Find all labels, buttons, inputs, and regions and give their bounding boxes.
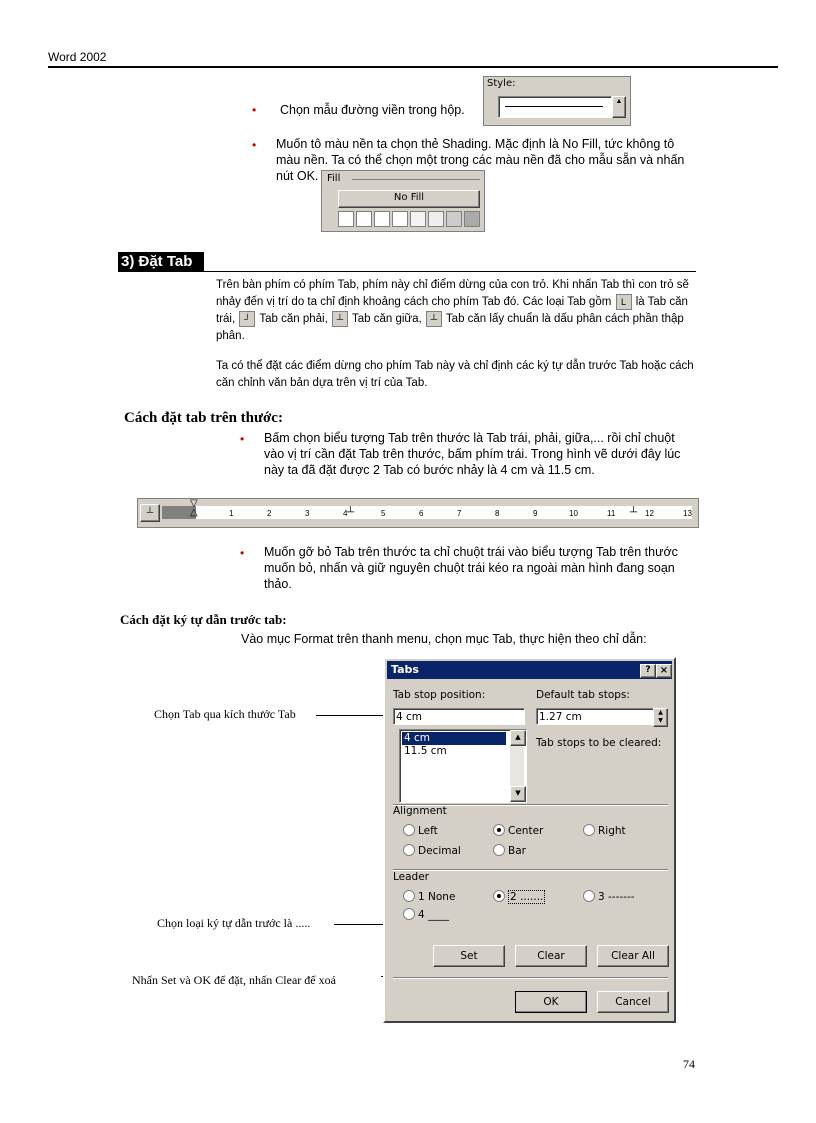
- remove-tab-text: Muốn gỡ bỏ Tab trên thước ta chỉ chuột trái vào biểu tượng Tab trên thước muốn bỏ, nhấn và giữ nguyên chuột trái kéo ra ngoài màn hình đang soạn thảo.: [264, 545, 678, 591]
- fill-swatches: [338, 211, 482, 227]
- p1-text-a: Trên bàn phím có phím Tab, phím này chỉ điểm dừng của con trỏ. Khi nhấn Tab thì con trỏ sẽ nhảy đến vị trí do ta chỉ định khoảng cách cho phím Tab đó. Các loại Tab gồm: [216, 279, 689, 309]
- align-left-radio[interactable]: [403, 825, 438, 837]
- divider: [393, 869, 668, 871]
- ruler-number: 12: [645, 509, 654, 518]
- swatch[interactable]: [356, 211, 372, 227]
- ruler-number: 10: [569, 509, 578, 518]
- scroll-down-button[interactable]: ▼: [510, 786, 526, 802]
- list-scrollbar[interactable]: [510, 730, 524, 800]
- leader-dashes-radio[interactable]: [583, 891, 635, 903]
- fill-divider: [352, 179, 480, 180]
- clear-button[interactable]: Clear: [515, 945, 587, 967]
- clear-all-button[interactable]: Clear All: [597, 945, 669, 967]
- leader-underline-label: 4 ____: [418, 909, 450, 921]
- swatch[interactable]: [464, 211, 480, 227]
- leader-label: Leader: [393, 871, 430, 883]
- leader-dots-label: 2 .......: [510, 891, 544, 903]
- header-title: Word 2002: [48, 50, 107, 64]
- center-tab-icon: ┴: [332, 311, 348, 327]
- indent-marker[interactable]: ▽ △: [190, 498, 198, 518]
- dialog-titlebar: [387, 661, 672, 679]
- tab-marker-4cm[interactable]: ┴: [347, 507, 355, 518]
- section3-paragraph2: Ta có thể đặt các điểm dừng cho phím Tab này và chỉ định các ký tự dẫn trước Tab hoặc cách căn chỉnh văn bản dựa trên vị trí của Tab.: [216, 360, 694, 389]
- default-tab-input[interactable]: 1.27 cm: [536, 708, 654, 725]
- align-right-label: Right: [598, 825, 626, 837]
- tab-stop-input[interactable]: 4 cm: [393, 708, 525, 725]
- leader-none-radio[interactable]: [403, 891, 455, 903]
- fill-box: [321, 170, 485, 232]
- ruler-number: 5: [381, 509, 386, 518]
- cleared-label: Tab stops to be cleared:: [536, 737, 662, 749]
- ruler-number: 1: [229, 509, 234, 518]
- tab-list-item-selected[interactable]: 4 cm: [402, 732, 506, 745]
- ruler-number: 2: [267, 509, 272, 518]
- ruler-track[interactable]: [196, 506, 692, 519]
- section-rule: [204, 271, 696, 272]
- style-label: Style:: [487, 78, 516, 89]
- fill-label: Fill: [327, 173, 341, 184]
- ruler-number: 13: [683, 509, 692, 518]
- ruler-number: 9: [533, 509, 538, 518]
- annotation-set: Nhấn Set và OK để đặt, nhấn Clear để xoá: [132, 973, 336, 987]
- ruler-number: 4: [343, 509, 348, 518]
- p1-text-b: là Tab căn trái,: [216, 296, 688, 326]
- swatch[interactable]: [338, 211, 354, 227]
- radio-icon: [403, 824, 415, 836]
- align-right-radio[interactable]: [583, 825, 626, 837]
- leader-dots-radio[interactable]: [493, 891, 545, 903]
- cancel-button[interactable]: Cancel: [597, 991, 669, 1013]
- bullet-icon: •: [240, 432, 245, 446]
- style-box: [483, 76, 631, 126]
- leader-underline-radio[interactable]: [403, 909, 449, 921]
- p1-text-e: Tab căn lấy chuẩn là dấu phân cách phần thập phân.: [216, 313, 684, 343]
- leader-dashes-label: 3 -------: [598, 891, 635, 903]
- no-fill-button[interactable]: No Fill: [338, 190, 480, 208]
- tab-stop-label: Tab stop position:: [393, 689, 486, 701]
- leader-none-label: 1 None: [418, 891, 456, 903]
- annotation-leader: Chọn loại ký tự dẫn trước là .....: [157, 916, 311, 930]
- radio-icon: [583, 890, 595, 902]
- section-title: 3) Đặt Tab: [118, 252, 204, 272]
- ruler: [137, 498, 699, 528]
- radio-icon: [403, 908, 415, 920]
- ruler-number: 6: [419, 509, 424, 518]
- default-tab-label: Default tab stops:: [536, 689, 630, 701]
- bullet-icon: •: [240, 546, 245, 560]
- leader-heading: Cách đặt ký tự dẫn trước tab:: [120, 612, 287, 627]
- bullet-icon: •: [252, 138, 257, 152]
- tab-list-item[interactable]: 11.5 cm: [404, 745, 447, 757]
- decimal-tab-icon: ┴: [426, 311, 442, 327]
- radio-selected-icon: [493, 824, 505, 836]
- dialog-title: Tabs: [391, 663, 419, 676]
- divider: [393, 977, 668, 979]
- leader-intro: Vào mục Format trên thanh menu, chọn mục Tab, thực hiện theo chỉ dẫn:: [241, 632, 647, 646]
- line-sample: [505, 106, 603, 107]
- default-tab-spinner[interactable]: ▲ ▼: [653, 708, 668, 727]
- p1-text-d: Tab căn giữa,: [352, 313, 422, 326]
- style-line-select[interactable]: [498, 96, 612, 118]
- bullet-icon: •: [252, 103, 257, 117]
- left-tab-icon: L: [616, 294, 632, 310]
- ok-button[interactable]: OK: [515, 991, 587, 1013]
- header-rule: [48, 66, 778, 68]
- radio-selected-icon: [493, 890, 505, 902]
- align-bar-radio[interactable]: [493, 845, 526, 857]
- swatch[interactable]: [374, 211, 390, 227]
- annotation-tab-size: Chọn Tab qua kích thước Tab: [154, 707, 296, 721]
- radio-icon: [403, 890, 415, 902]
- alignment-label: Alignment: [393, 805, 447, 817]
- page-number: 74: [683, 1057, 695, 1071]
- align-center-label: Center: [508, 825, 544, 837]
- p1-text-c: Tab căn phải,: [259, 313, 328, 326]
- tab-selector-button[interactable]: ┴: [140, 504, 160, 522]
- right-tab-icon: ┘: [239, 311, 255, 327]
- tabs-dialog: [383, 657, 676, 1023]
- swatch[interactable]: [392, 211, 408, 227]
- radio-icon: [403, 844, 415, 856]
- close-button[interactable]: ×: [656, 664, 672, 678]
- align-left-label: Left: [418, 825, 438, 837]
- ruler-number: 11: [607, 509, 616, 518]
- ruler-heading: Cách đặt tab trên thước:: [124, 410, 283, 426]
- scroll-up-button[interactable]: ▲: [510, 730, 526, 746]
- align-decimal-label: Decimal: [418, 845, 461, 857]
- ruler-number: 3: [305, 509, 310, 518]
- radio-icon: [583, 824, 595, 836]
- align-center-radio[interactable]: [493, 825, 543, 837]
- style-spin-button[interactable]: ▲: [612, 96, 626, 118]
- radio-icon: [493, 844, 505, 856]
- swatch[interactable]: [428, 211, 444, 227]
- ruler-number: 8: [495, 509, 500, 518]
- align-bar-label: Bar: [508, 845, 526, 857]
- ruler-number: 7: [457, 509, 462, 518]
- help-button[interactable]: ?: [640, 664, 656, 678]
- bullet1-text: Chọn mẫu đường viền trong hộp.: [280, 103, 465, 117]
- set-button[interactable]: Set: [433, 945, 505, 967]
- tab-stop-list[interactable]: [399, 729, 527, 803]
- bullet2-text: Muốn tô màu nền ta chọn thẻ Shading. Mặc định là No Fill, tức không tô màu nền. Ta có thể chọn một trong các màu nền đã cho mẫu sẵn và nhấn nút OK.: [276, 137, 685, 183]
- ruler-bullet-text: Bấm chọn biểu tượng Tab trên thước là Tab trái, phải, giữa,... rồi chỉ chuột vào vị trí cần đặt Tab trên thước, bấm phím trái. Trong hình vẽ dưới đây lúc này ta đã đặt được 2 Tab có bước nhảy là 4 cm và 11.5 cm.: [264, 431, 681, 477]
- section3-paragraph1: [216, 277, 696, 345]
- tab-marker-11-5cm[interactable]: ┴: [630, 507, 638, 518]
- align-decimal-radio[interactable]: [403, 845, 461, 857]
- swatch[interactable]: [446, 211, 462, 227]
- swatch[interactable]: [410, 211, 426, 227]
